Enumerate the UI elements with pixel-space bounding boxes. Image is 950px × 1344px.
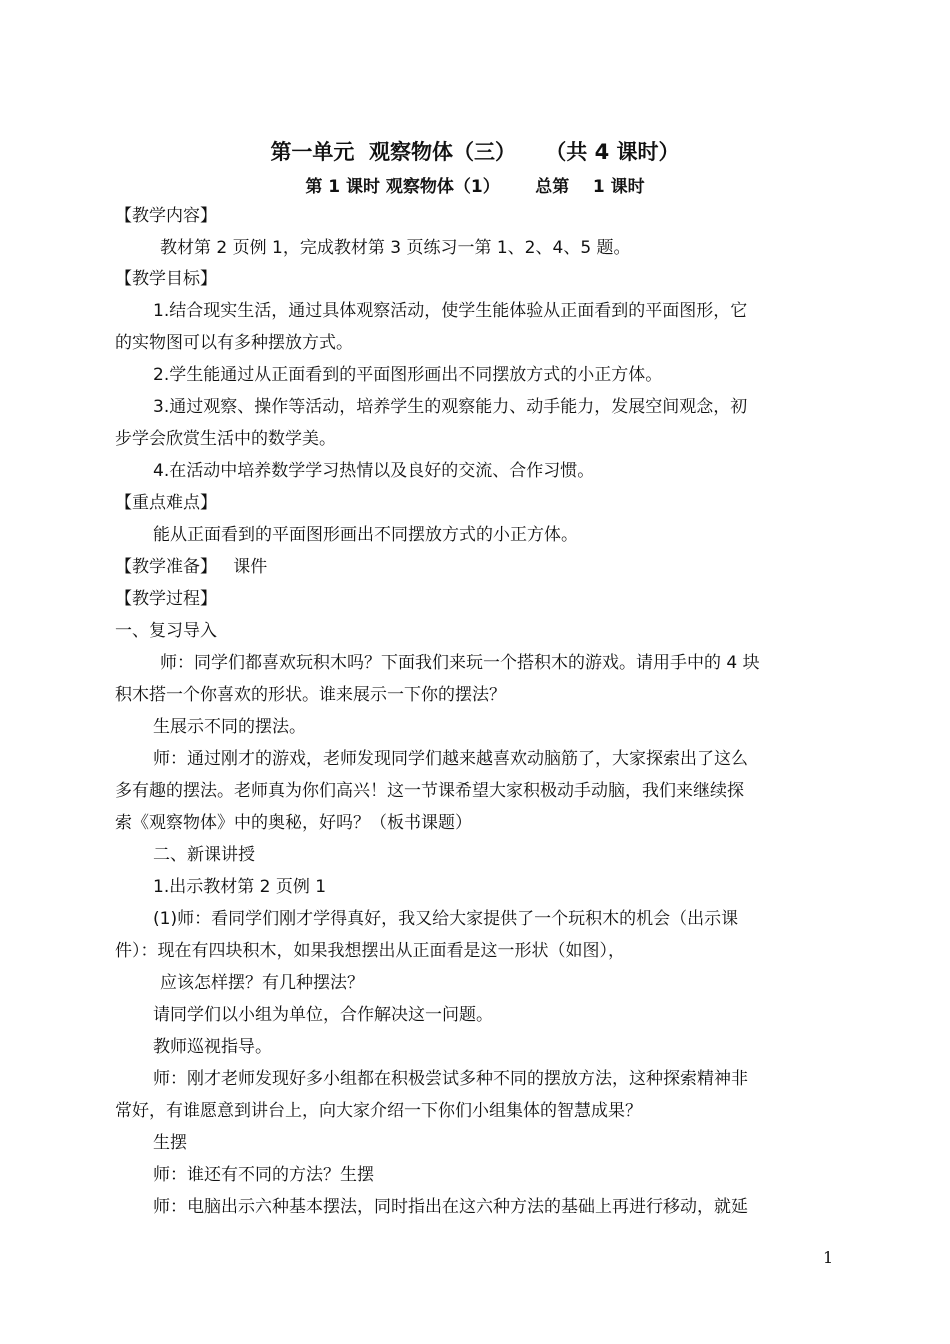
page-title: 第一单元 观察物体（三） （共 4 课时）	[270, 140, 680, 164]
paragraph-line: (1)师：看同学们刚才学得真好，我又给大家提供了一个玩积木的机会（出示课	[153, 909, 739, 929]
page-subtitle: 第 1 课时 观察物体（1） 总第 1 课时	[305, 177, 645, 197]
paragraph-line: 师：刚才老师发现好多小组都在积极尝试多种不同的摆放方法，这种探索精神非	[153, 1069, 748, 1089]
paragraph-line: 3.通过观察、操作等活动，培养学生的观察能力、动手能力，发展空间观念，初	[153, 397, 748, 417]
paragraph-line: 生展示不同的摆法。	[153, 717, 306, 737]
paragraph-line: 2.学生能通过从正面看到的平面图形画出不同摆放方式的小正方体。	[153, 365, 663, 385]
paragraph-line: 积木搭一个你喜欢的形状。谁来展示一下你的摆法？	[115, 685, 506, 705]
paragraph-line: 教材第 2 页例 1，完成教材第 3 页练习一第 1、2、4、5 题。	[160, 238, 631, 258]
paragraph-line: 生摆	[153, 1133, 187, 1153]
paragraph-line: 能从正面看到的平面图形画出不同摆放方式的小正方体。	[153, 525, 578, 545]
paragraph-line: 师：同学们都喜欢玩积木吗？下面我们来玩一个搭积木的游戏。请用手中的 4 块	[160, 653, 760, 673]
paragraph-line: 师：电脑出示六种基本摆法，同时指出在这六种方法的基础上再进行移动，就延	[153, 1197, 748, 1217]
paragraph-line: 4.在活动中培养数学学习热情以及良好的交流、合作习惯。	[153, 461, 595, 481]
section-heading: 【重点难点】	[115, 493, 217, 513]
subsection-heading: 二、新课讲授	[153, 845, 255, 865]
section-heading: 【教学准备】 课件	[115, 557, 268, 577]
paragraph-line: 师：谁还有不同的方法？生摆	[153, 1165, 374, 1185]
section-heading: 【教学目标】	[115, 269, 217, 289]
paragraph-line: 师：通过刚才的游戏，老师发现同学们越来越喜欢动脑筋了，大家探索出了这么	[153, 749, 748, 769]
paragraph-line: 步学会欣赏生活中的数学美。	[115, 429, 336, 449]
paragraph-line: 请同学们以小组为单位，合作解决这一问题。	[153, 1005, 493, 1025]
paragraph-line: 常好，有谁愿意到讲台上，向大家介绍一下你们小组集体的智慧成果？	[115, 1101, 642, 1121]
paragraph-line: 索《观察物体》中的奥秘，好吗？（板书课题）	[115, 813, 472, 833]
paragraph-line: 件）：现在有四块积木，如果我想摆出从正面看是这一形状（如图），	[115, 941, 625, 961]
subsection-heading: 一、复习导入	[115, 621, 217, 641]
page-number: 1	[823, 1248, 834, 1267]
paragraph-line: 1.出示教材第 2 页例 1	[153, 877, 327, 897]
paragraph-line: 多有趣的摆法。老师真为你们高兴！这一节课希望大家积极动手动脑，我们来继续探	[115, 781, 744, 801]
paragraph-line: 的实物图可以有多种摆放方式。	[115, 333, 353, 353]
paragraph-line: 应该怎样摆？有几种摆法？	[160, 973, 364, 993]
section-heading: 【教学过程】	[115, 589, 217, 609]
section-heading: 【教学内容】	[115, 206, 217, 226]
paragraph-line: 1.结合现实生活，通过具体观察活动，使学生能体验从正面看到的平面图形，它	[153, 301, 748, 321]
paragraph-line: 教师巡视指导。	[153, 1037, 272, 1057]
